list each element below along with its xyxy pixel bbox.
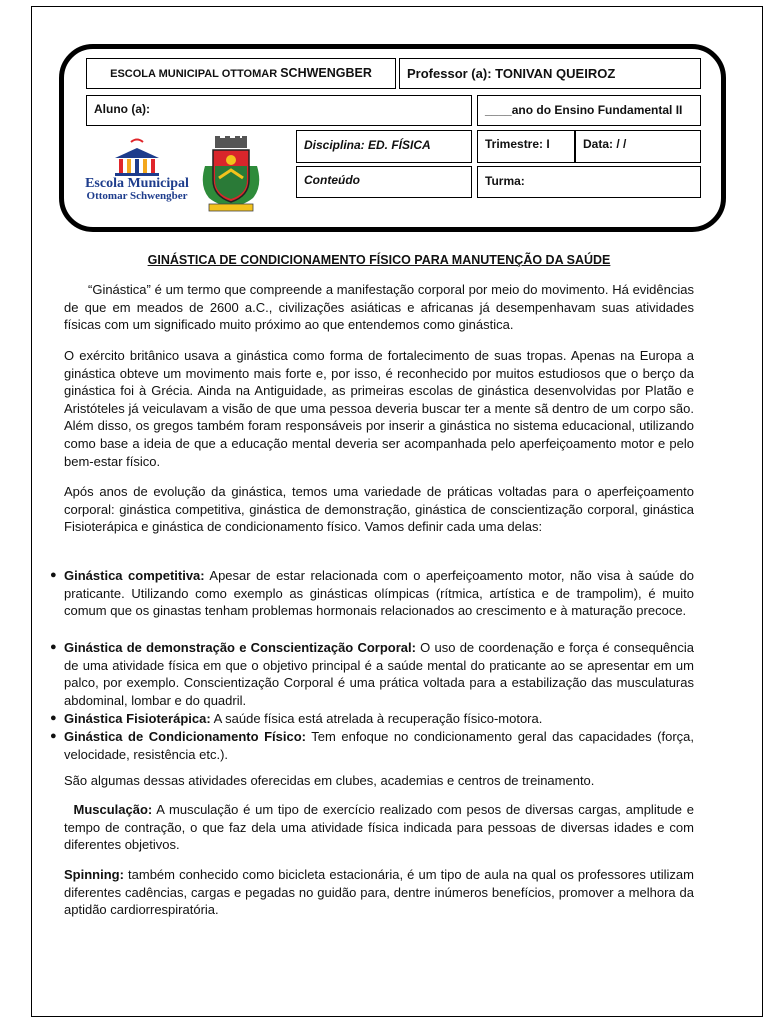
bullet-text: A saúde física está atrelada à recuperação físico-motora. [210,711,543,726]
bullet-item-demonstracao [50,639,694,709]
paragraph-types: Após anos de evolução da ginástica, temos uma variedade de práticas voltadas para o aperfeiçoamento corporal: ginástica competitiva, ginástica de demonstração, ginástica de conscientização corporal, ginástica Fisioterápica e ginástica de condicionamento físico. Vamos definir cada uma delas: [64,484,694,535]
bullet-dot-icon: ● [50,730,57,742]
bullet-dot-icon: ● [50,569,57,581]
bullet-dot-icon: ● [50,712,57,724]
content-field[interactable]: Conteúdo [296,166,472,198]
bullet-term: Ginástica de Condicionamento Físico: [64,729,306,744]
logo-line-2: Ottomar Schwengber [86,190,188,202]
student-name-field[interactable]: Aluno (a): [86,95,472,126]
municipal-crest-icon [195,136,267,214]
musculacao-term: Musculação: [73,802,153,817]
bullet-term: Ginástica Fisioterápica: [64,711,211,726]
bullet-text: Apesar de estar relacionada com o aperfeiçoamento motor, não visa à saúde do praticante. Utilizando como exemplo as ginásticas olímpicas (rítmica, artística e de trampolim), é muito comum que os ginastas tenham problemas hormonais relacionados ao crescimento e à maturação precoce. [64,568,694,619]
trimester-cell: Trimestre: I [477,130,575,163]
paragraph-spinning [64,866,694,919]
bullet-dot-icon: ● [50,641,57,653]
bullet-text: O uso de coordenação e força é consequência de uma atividade física em que o objetivo principal é a saúde mental do praticante ao se apresentar em um palco, por exemplo. Conscientização Corporal é uma prática voltada para a estabilização das musculaturas abdominal, lombar e do quadril. [64,640,694,708]
school-name-b: SCHWENGBER [280,66,372,80]
class-field[interactable]: Turma: [477,166,701,198]
school-name-cell [86,58,396,89]
paragraph-musculacao [64,801,694,854]
spinning-text: também conhecido como bicicleta estacionária, é um tipo de aula na qual os professores utilizam diferentes cadências, cargas e pegadas no guidão para, dentre inúmeros benefícios, promover a melhora da aptidão cardiorrespiratória. [64,867,694,918]
bullet-item-competitiva [50,567,694,620]
paragraph-intro: “Ginástica” é um termo que compreende a manifestação corporal por meio do movimento. Há evidências de que em meados de 2600 a.C., civilizações asiáticas e africanas já desempenhavam suas atividades físicas com um significado muito próximo ao que entendemos como ginástica. [64,282,694,333]
paragraph-activities: São algumas dessas atividades oferecidas em clubes, academias e centros de treinamento. [64,773,595,788]
musculacao-text: A musculação é um tipo de exercício realizado com pesos de diversas cargas, amplitude e tempo de contração, o que faz dela uma atividade física indicada para pessoas de diversas idades e com diferentes objetivos. [64,802,694,853]
date-field[interactable]: Data: / / [575,130,701,163]
document-title: GINÁSTICA DE CONDICIONAMENTO FÍSICO PARA MANUTENÇÃO DA SAÚDE [147,253,611,267]
bullet-item-fisioterapica [50,710,694,728]
school-name-a: ESCOLA MUNICIPAL OTTOMAR [110,68,278,80]
logo-line-1: Escola Municipal [85,176,189,191]
school-logo-text [82,177,192,203]
bullet-text: Tem enfoque no condicionamento geral das capacidades (força, velocidade, resistência etc.). [64,729,694,762]
spinning-term: Spinning: [64,867,124,882]
bullet-term: Ginástica de demonstração e Conscientização Corporal: [64,640,416,655]
professor-cell: Professor (a): TONIVAN QUEIROZ [399,58,701,89]
grade-year-field[interactable]: ____ano do Ensino Fundamental II [477,95,701,126]
bullet-item-condicionamento [50,728,694,763]
bullet-term: Ginástica competitiva: [64,568,205,583]
discipline-cell: Disciplina: ED. FÍSICA [296,130,472,163]
paragraph-history: O exército britânico usava a ginástica como forma de fortalecimento de suas tropas. Apenas na Europa a ginástica obteve um movimento mais forte e, por isso, é reconhecido por muitos estudiosos que o berço da ginástica foi à Grécia. Ainda na Antiguidade, as primeiras escolas de ginástica desenvolvidas por Platão e Aristóteles já veiculavam a visão de que uma pessoa deveria buscar ter a mente sã dentro de um corpo são. Além disso, os gregos também foram responsáveis por inserir a ginástica no sistema educacional, utilizando como base a ideia de que a educação mental deveria ser acompanhada pelo aperfeiçoamento motor e pelo bem-estar físico. [64,348,694,469]
